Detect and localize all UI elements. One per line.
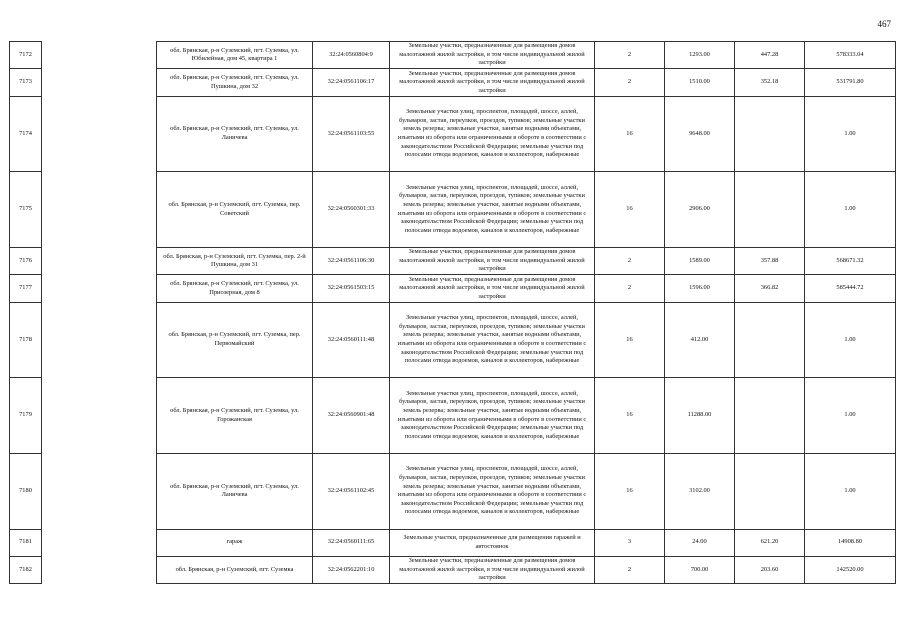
area-cell: 1510.00 [665,69,735,96]
area-cell: 700.00 [665,556,735,583]
land-purpose-cell: Земельные участки, предназначенные для размещения гаражей и автостоянок [390,529,595,556]
table-row [10,96,896,172]
cadastral-value-cell: 142520.00 [805,556,896,583]
land-purpose-cell: Земельные участки улиц, проспектов, площадей, шоссе, аллей, бульваров, застав, переулков, проездов, тупиков; земельные участки земель резерва; земельные участки, занятые водными объектами, изъятыми из оборота или ограниченными в обороте в соответствии с законодательством Российской Федерации; земельные участки под полосами отвода водоемов, каналов и коллекторов, набережные [390,453,595,529]
table-row [10,378,896,454]
area-cell: 1293.00 [665,42,735,69]
row-number-cell: 7181 [10,529,42,556]
address-cell: обл. Брянская, р-н Суземский, пгт. Суземка, ул. Горожанская [157,378,313,454]
area-cell: 412.00 [665,302,735,378]
group-cell: 16 [595,302,665,378]
address-cell: обл. Брянская, р-н Суземский, пгт. Суземка, пер. 2-й Пушкина, дом 31 [157,247,313,274]
land-purpose-cell: Земельные участки, предназначенные для размещения домов малоэтажной жилой застройки, в том числе индивидуальной жилой застройки [390,247,595,274]
spacer-cell [42,69,157,96]
land-purpose-cell: Земельные участки, предназначенные для размещения домов малоэтажной жилой застройки, в том числе индивидуальной жилой застройки [390,69,595,96]
group-cell: 16 [595,378,665,454]
cadastral-value-cell: 568671.32 [805,247,896,274]
address-cell: обл. Брянская, р-н Суземский, пгт. Суземка, ул. Пушкина, дом 32 [157,69,313,96]
land-purpose-cell: Земельные участки, предназначенные для размещения домов малоэтажной жилой застройки, в том числе индивидуальной жилой застройки [390,556,595,583]
specific-value-cell [735,96,805,172]
table-row [10,302,896,378]
cadastral-number-cell: 32:24:0560901:48 [313,378,390,454]
group-cell: 16 [595,172,665,248]
spacer-cell [42,275,157,302]
spacer-cell [42,378,157,454]
row-number-cell: 7180 [10,453,42,529]
table-row [10,42,896,69]
cadastral-value-cell: 578333.04 [805,42,896,69]
land-purpose-cell: Земельные участки, предназначенные для размещения домов малоэтажной жилой застройки, в том числе индивидуальной жилой застройки [390,42,595,69]
table-row [10,275,896,302]
group-cell: 2 [595,69,665,96]
row-number-cell: 7174 [10,96,42,172]
cadastral-number-cell: 32:24:0560111:48 [313,302,390,378]
area-cell: 2906.00 [665,172,735,248]
group-cell: 3 [595,529,665,556]
table-body [10,42,896,584]
cadastral-number-cell: 32:24:0561102:45 [313,453,390,529]
row-number-cell: 7176 [10,247,42,274]
address-cell: обл. Брянская, р-н Суземский, пгт. Суземка, ул. Ланичева [157,453,313,529]
table-row [10,69,896,96]
group-cell: 2 [595,275,665,302]
specific-value-cell [735,378,805,454]
area-cell: 3102.00 [665,453,735,529]
cadastral-value-cell: 1.00 [805,172,896,248]
spacer-cell [42,247,157,274]
group-cell: 16 [595,96,665,172]
area-cell: 24.00 [665,529,735,556]
address-cell: гараж [157,529,313,556]
cadastral-value-cell: 1.00 [805,96,896,172]
cadastral-number-cell: 32:24:0561106:30 [313,247,390,274]
address-cell: обл. Брянская, р-н Суземский, пгт. Суземка, ул. Юбилейная, дом 45, квартира 1 [157,42,313,69]
spacer-cell [42,529,157,556]
area-cell: 1596.00 [665,275,735,302]
page-number: 467 [877,19,891,29]
cadastral-value-cell: 1.00 [805,378,896,454]
row-number-cell: 7177 [10,275,42,302]
specific-value-cell [735,453,805,529]
table-row [10,556,896,583]
cadastral-number-cell: 32:24:0560301:33 [313,172,390,248]
cadastral-number-cell: 32:24:0561106:17 [313,69,390,96]
area-cell: 11288.00 [665,378,735,454]
specific-value-cell: 366.82 [735,275,805,302]
spacer-cell [42,556,157,583]
row-number-cell: 7179 [10,378,42,454]
cadastral-number-cell: 32:24:0561103:55 [313,96,390,172]
row-number-cell: 7172 [10,42,42,69]
land-purpose-cell: Земельные участки, предназначенные для размещения домов малоэтажной жилой застройки, в том числе индивидуальной жилой застройки [390,275,595,302]
area-cell: 1589.00 [665,247,735,274]
cadastral-value-cell: 14908.80 [805,529,896,556]
specific-value-cell [735,302,805,378]
cadastral-value-cell: 1.00 [805,453,896,529]
cadastral-number-cell: 32:24:0560804:9 [313,42,390,69]
address-cell: обл. Брянская, р-н Суземский, пгт. Суземка [157,556,313,583]
specific-value-cell: 357.88 [735,247,805,274]
spacer-cell [42,42,157,69]
address-cell: обл. Брянская, р-н Суземский, пгт. Суземка, пер. Советский [157,172,313,248]
row-number-cell: 7178 [10,302,42,378]
cadastral-value-table [9,41,896,584]
specific-value-cell: 621.20 [735,529,805,556]
spacer-cell [42,302,157,378]
table-row [10,453,896,529]
cadastral-value-cell: 585444.72 [805,275,896,302]
specific-value-cell: 203.60 [735,556,805,583]
land-purpose-cell: Земельные участки улиц, проспектов, площадей, шоссе, аллей, бульваров, застав, переулков, проездов, тупиков; земельные участки земель резерва; земельные участки, занятые водными объектами, изъятыми из оборота или ограниченными в обороте в соответствии с законодательством Российской Федерации; земельные участки под полосами отвода водоемов, каналов и коллекторов, набережные [390,96,595,172]
address-cell: обл. Брянская, р-н Суземский, пгт. Суземка, ул. Ланичева [157,96,313,172]
cadastral-number-cell: 32:24:0561503:15 [313,275,390,302]
land-purpose-cell: Земельные участки улиц, проспектов, площадей, шоссе, аллей, бульваров, застав, переулков, проездов, тупиков; земельные участки земель резерва; земельные участки, занятые водными объектами, изъятыми из оборота или ограниченными в обороте в соответствии с законодательством Российской Федерации; земельные участки под полосами отвода водоемов, каналов и коллекторов, набережные [390,302,595,378]
area-cell: 9648.00 [665,96,735,172]
spacer-cell [42,453,157,529]
address-cell: обл. Брянская, р-н Суземский, пгт. Суземка, ул. Приозерная, дом 8 [157,275,313,302]
spacer-cell [42,172,157,248]
table-row [10,172,896,248]
specific-value-cell: 352.18 [735,69,805,96]
cadastral-value-cell: 1.00 [805,302,896,378]
land-purpose-cell: Земельные участки улиц, проспектов, площадей, шоссе, аллей, бульваров, застав, переулков, проездов, тупиков; земельные участки земель резерва; земельные участки, занятые водными объектами, изъятыми из оборота или ограниченными в обороте в соответствии с законодательством Российской Федерации; земельные участки под полосами отвода водоемов, каналов и коллекторов, набережные [390,172,595,248]
group-cell: 16 [595,453,665,529]
table-row [10,529,896,556]
specific-value-cell [735,172,805,248]
row-number-cell: 7182 [10,556,42,583]
cadastral-value-cell: 531791.80 [805,69,896,96]
table-row [10,247,896,274]
specific-value-cell: 447.28 [735,42,805,69]
group-cell: 2 [595,247,665,274]
land-purpose-cell: Земельные участки улиц, проспектов, площадей, шоссе, аллей, бульваров, застав, переулков, проездов, тупиков; земельные участки земель резерва; земельные участки, занятые водными объектами, изъятыми из оборота или ограниченными в обороте в соответствии с законодательством Российской Федерации; земельные участки под полосами отвода водоемов, каналов и коллекторов, набережные [390,378,595,454]
cadastral-number-cell: 32:24:0560111:65 [313,529,390,556]
spacer-cell [42,96,157,172]
row-number-cell: 7173 [10,69,42,96]
cadastral-number-cell: 32:24:0562201:10 [313,556,390,583]
address-cell: обл. Брянская, р-н Суземский, пгт. Суземка, пер. Первомайский [157,302,313,378]
group-cell: 2 [595,556,665,583]
row-number-cell: 7175 [10,172,42,248]
group-cell: 2 [595,42,665,69]
